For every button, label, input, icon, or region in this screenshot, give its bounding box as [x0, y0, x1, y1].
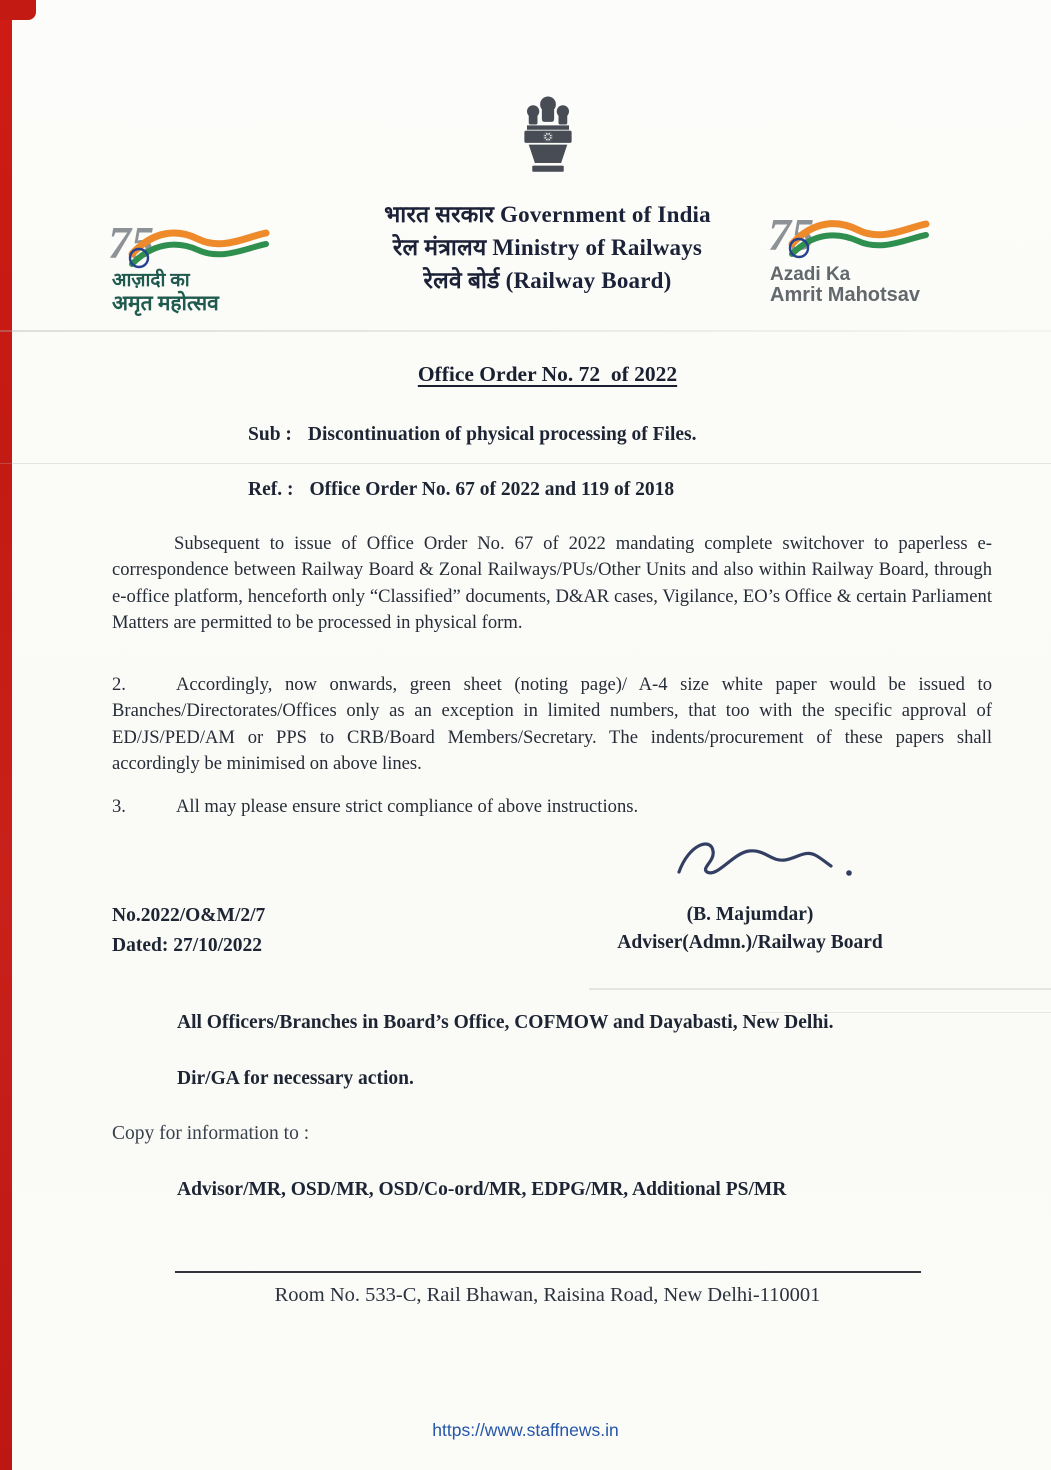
- office-address: Room No. 533-C, Rail Bhawan, Raisina Road, New Delhi-110001: [274, 1284, 821, 1306]
- body-paragraph-3: [112, 794, 992, 820]
- scan-artifact-line: [0, 463, 1051, 464]
- scan-artifact-line: [589, 988, 1051, 990]
- reference-text: Office Order No. 67 of 2022 and 119 of 2018: [309, 479, 675, 500]
- numeral-75: 75: [108, 217, 154, 268]
- logo-text-line: आज़ादी का: [112, 270, 190, 291]
- subject-label: Sub :: [248, 424, 292, 445]
- azadi-amrit-mahotsav-logo-english: [768, 209, 953, 312]
- subject-line: [248, 424, 697, 446]
- scan-artifact-line: [0, 330, 1051, 332]
- numeral-75: 75: [768, 209, 814, 260]
- file-number-block: [112, 901, 265, 961]
- org-header-line: भारत सरकार Government of India: [384, 202, 711, 227]
- file-date: Dated: 27/10/2022: [112, 935, 263, 956]
- logo-text-line: अमृत महोत्सव: [112, 291, 219, 315]
- paragraph-text: Accordingly, now onwards, green sheet (noting page)/ A-4 size white paper would be issued to Branches/Directorates/Offices only as an exception in limited numbers, that too with the specific approval of ED/JS/PED/AM or PPS to CRB/Board Members/Secretary. The indents/procurement of these papers shall accordingly be minimised on above lines.: [112, 674, 992, 774]
- national-emblem-icon: [44, 92, 1051, 183]
- logo-text: [770, 264, 920, 306]
- office-order-title: Office Order No. 72 of 2022: [417, 362, 678, 386]
- signatory-designation: Adviser(Admn.)/Railway Board: [617, 932, 883, 953]
- paragraph-text: All may please ensure strict compliance of above instructions.: [176, 796, 639, 817]
- body-paragraph-2: [112, 672, 992, 777]
- logo-text: [112, 270, 219, 314]
- flag-ribbon-icon: [782, 214, 932, 270]
- distribution-line-2: Dir/GA for necessary action.: [177, 1068, 414, 1089]
- azadi-amrit-mahotsav-logo-hindi: [108, 217, 288, 320]
- scan-edge-red-corner: [0, 0, 36, 20]
- logo-text-line: Azadi Ka: [770, 264, 851, 285]
- scan-edge-red-strip: [0, 0, 12, 1470]
- paragraph-number: 2.: [112, 674, 126, 695]
- copy-for-information-label: Copy for information to :: [112, 1123, 310, 1144]
- handwritten-signature-icon: [665, 828, 865, 892]
- paragraph-number: 3.: [112, 796, 126, 817]
- body-paragraph-1: Subsequent to issue of Office Order No. 67 of 2022 mandating complete switchover to paperless e-correspondence between Railway Board & Zonal Railways/PUs/Other Units and also within Railway Board, through e-office platform, henceforth only “Classified” documents, D&AR cases, Vigilance, EO’s Office & certain Parliament Matters are permitted to be processed in physical form.: [112, 533, 992, 633]
- signatory-block: [585, 901, 915, 957]
- org-header-line: रेलवे बोर्ड (Railway Board): [423, 268, 672, 293]
- footer-separator-rule: [175, 1271, 921, 1273]
- logo-text-line: Amrit Mahotsav: [770, 284, 921, 306]
- website-watermark: https://www.staffnews.in: [432, 1420, 619, 1440]
- subject-text: Discontinuation of physical processing of Files.: [307, 424, 697, 445]
- reference-line: [248, 479, 674, 501]
- signatory-name: (B. Majumdar): [686, 904, 814, 925]
- distribution-line-1: All Officers/Branches in Board’s Office, COFMOW and Dayabasti, New Delhi.: [177, 1012, 834, 1033]
- copy-distribution-list: Advisor/MR, OSD/MR, OSD/Co-ord/MR, EDPG/MR, Additional PS/MR: [177, 1179, 787, 1200]
- file-number: No.2022/O&M/2/7: [112, 905, 266, 926]
- org-header-line: रेल मंत्रालय Ministry of Railways: [392, 235, 703, 260]
- reference-label: Ref. :: [248, 479, 294, 500]
